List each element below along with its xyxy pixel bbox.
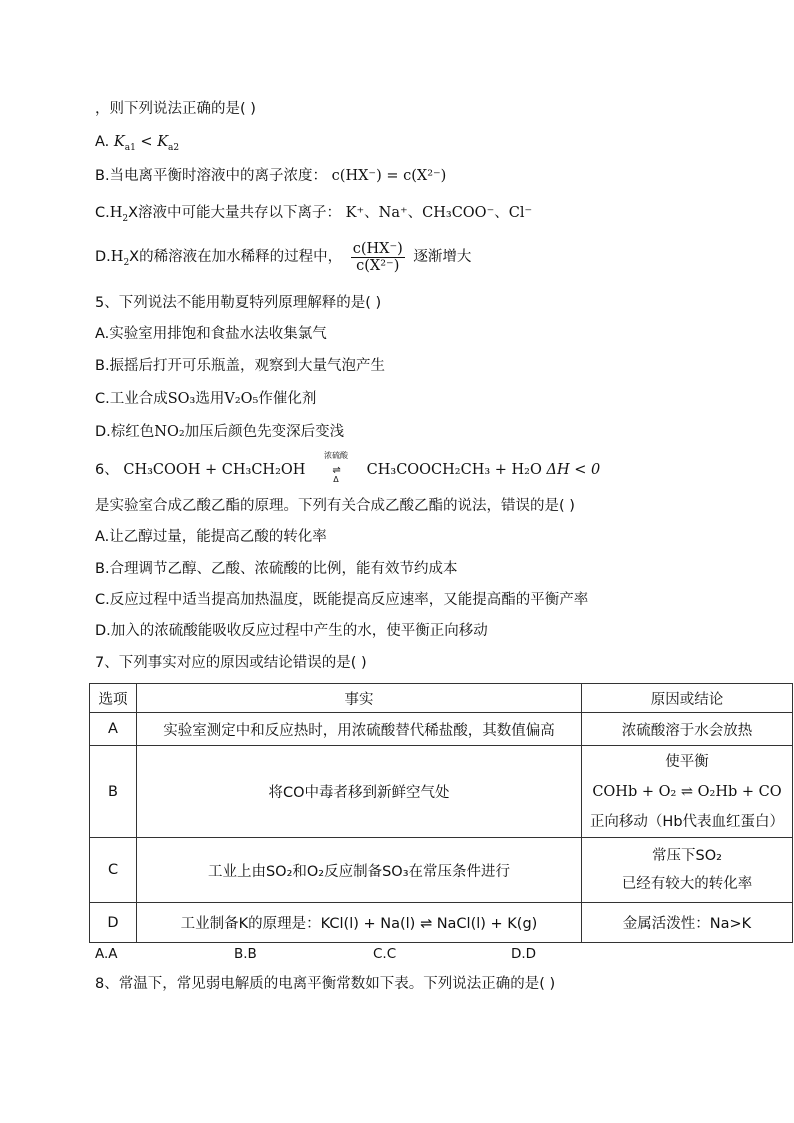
q6-option-c[interactable]: C.反应过程中适当提高加热温度，既能提高反应速率，又能提高酯的平衡产率 xyxy=(95,592,589,608)
q4-option-b-formula: c(HX⁻) = c(X²⁻) xyxy=(331,168,447,184)
q6-eq-dh: ΔH < 0 xyxy=(546,462,601,478)
q7-choice-c[interactable]: C.C xyxy=(373,946,397,962)
q4-option-b[interactable]: B.当电离平衡时溶液中的离子浓度： c(HX⁻) = c(X²⁻) xyxy=(95,168,447,184)
q4-option-a[interactable]: A. $K_{a1} < K_{a2}$ xyxy=(95,134,180,153)
q4-option-c[interactable]: $C.H_2X$溶液中可能大量共存以下离子： K⁺、Na⁺、CH₃COO⁻、Cl⁻ xyxy=(95,205,533,224)
q5-stem: 5、下列说法不能用勒夏特列原理解释的是( ) xyxy=(95,295,382,311)
q5-option-c[interactable]: C.工业合成SO₃选用V₂O₅作催化剂 xyxy=(95,391,317,407)
q4-option-d-fraction: $\frac{c(HX^-)}{\text{c(X²⁻)}}$ xyxy=(352,240,403,274)
q4-intro: ，则下列说法正确的是( ) xyxy=(95,101,256,117)
q6-stem: 是实验室合成乙酸乙酯的原理。下列有关合成乙酸乙酯的说法，错误的是( ) xyxy=(95,498,575,514)
q7-choice-b[interactable]: B.B xyxy=(234,946,257,962)
q6-eq-left: CH₃COOH + CH₃CH₂OH xyxy=(123,462,306,478)
q7-choice-d[interactable]: D.D xyxy=(511,946,537,962)
q8-stem: 8、常温下，常见弱电解质的电离平衡常数如下表。下列说法正确的是( ) xyxy=(95,976,556,992)
q5-option-d[interactable]: D.棕红色NO₂加压后颜色先变深后变浅 xyxy=(95,424,345,440)
table-row: A 实验室测定中和反应热时，用浓硫酸替代稀盐酸，其数值偏高 浓硫酸溶于水会放热 xyxy=(90,713,793,746)
q6-eq-right: CH₃COOCH₂CH₃ + H₂O xyxy=(366,462,542,478)
table-row: C 工业上由SO₂和O₂反应制备SO₃在常压条件进行 常压下SO₂ 已经有较大的转化率 xyxy=(90,838,793,903)
header-reason: 原因或结论 xyxy=(582,684,793,713)
q7-table xyxy=(89,683,793,943)
table-header-row xyxy=(90,684,793,713)
q7-choice-a[interactable]: A.A xyxy=(95,946,118,962)
q4-option-c-ions: K⁺、Na⁺、CH₃COO⁻、Cl⁻ xyxy=(345,205,533,221)
q4-option-d[interactable]: $D.H_2X$的稀溶液在加水稀释的过程中， $\frac{c(HX^-)}{\text{c(X²⁻)}}$ 逐渐增大 xyxy=(95,240,472,274)
q6-option-d[interactable]: D.加入的浓硫酸能吸收反应过程中产生的水，使平衡正向移动 xyxy=(95,623,488,639)
q4-option-a-label: A. xyxy=(95,134,110,150)
q6-option-b[interactable]: B.合理调节乙醇、乙酸、浓硫酸的比例，能有效节约成本 xyxy=(95,561,458,577)
header-option: 选项 xyxy=(90,684,137,713)
q6-option-a[interactable]: A.让乙醇过量，能提高乙酸的转化率 xyxy=(95,529,327,545)
table-row: B 将CO中毒者移到新鲜空气处 使平衡 COHb + O₂ ⇌ O₂Hb + CO 正向移动（Hb代表血红蛋白） xyxy=(90,746,793,838)
q5-option-a[interactable]: A.实验室用排饱和食盐水法收集氯气 xyxy=(95,326,327,342)
equilibrium-arrow-icon: 浓硫酸 ⇌ Δ xyxy=(324,451,349,484)
q6-equation: 6、 CH₃COOH + CH₃CH₂OH 浓硫酸 ⇌ Δ CH₃COOCH₂CH₃ + H₂O ΔH < 0 xyxy=(95,451,601,484)
header-fact: 事实 xyxy=(137,684,582,713)
table-row: D 工业制备K的原理是：KCl(l) + Na(l) ⇌ NaCl(l) + K(g) 金属活泼性：Na>K xyxy=(90,903,793,943)
q5-option-b[interactable]: B.振摇后打开可乐瓶盖，观察到大量气泡产生 xyxy=(95,358,386,374)
q7-stem: 7、下列事实对应的原因或结论错误的是( ) xyxy=(95,655,367,671)
